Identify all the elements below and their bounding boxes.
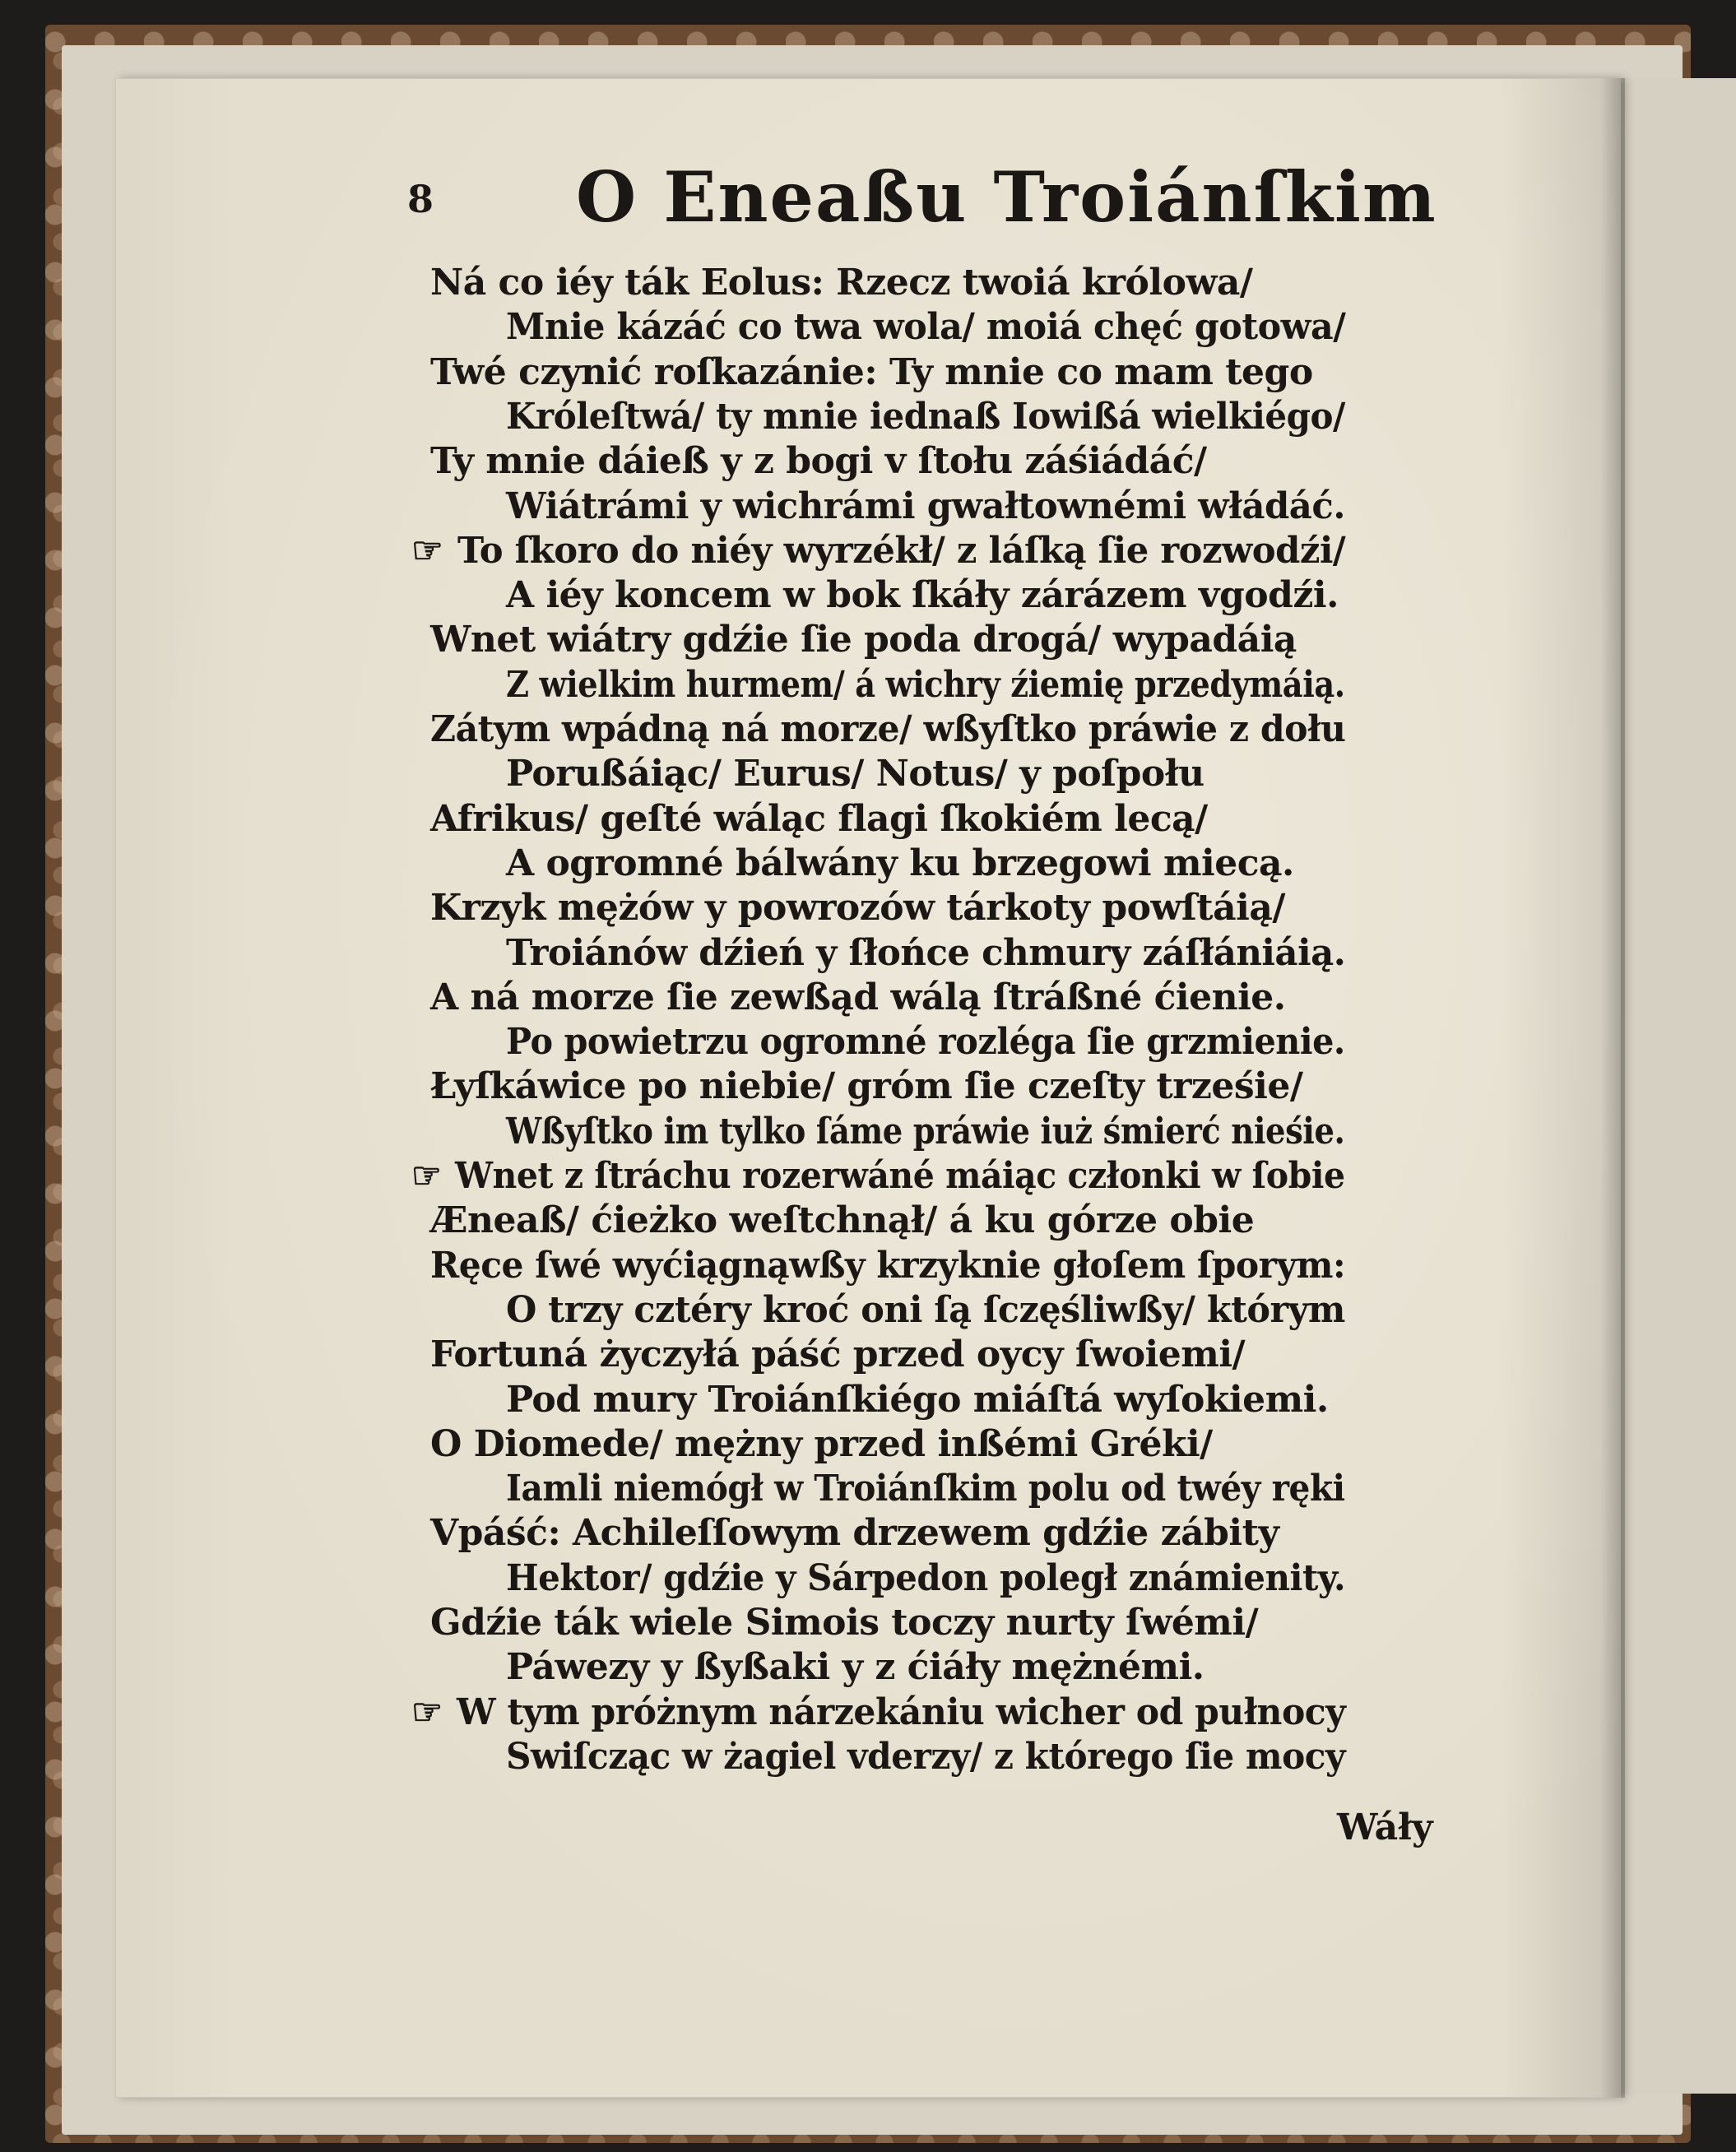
verse-line (506, 932, 1345, 974)
verse-line (506, 1557, 1345, 1599)
verse-line (506, 1379, 1329, 1421)
verse-line-text: Æneaß/ ćieżko weſtchnął/ á ku górze obie (430, 1199, 1255, 1242)
verse-line-text: Po powietrzu ogromné rozléga ſie grzmienie. (506, 1021, 1345, 1064)
verse-line (430, 976, 1286, 1018)
verse-line-text: To ſkoro do niéy wyrzékł/ z láſką ſie rozwodźi/ (457, 529, 1346, 572)
verse-line-text: Twé czynić roſkazánie: Ty mnie co mam tego (430, 350, 1313, 393)
manicule-icon: ☞ (411, 529, 443, 572)
verse-line (506, 574, 1339, 616)
verse-line-text: Pod mury Troiánſkiégo miáſtá wyſokiemi. (506, 1378, 1329, 1421)
verse-line-text: Iamli niemógł w Troiánſkim polu od twéy ręki (506, 1468, 1345, 1510)
verse-line-text: O trzy cztéry kroć oni ſą ſczęśliwßy/ którym (506, 1288, 1345, 1331)
verse-line (430, 1245, 1345, 1287)
verse-line-text: Z wielkim hurmem/ á wichry źiemię przedymáią. (506, 663, 1345, 706)
verse-line-text: Porußáiąc/ Eurus/ Notus/ y poſpołu (506, 753, 1205, 795)
verse-line-text: Wnet z ſtráchu rozerwáné máiąc członki w ſobie (455, 1155, 1345, 1197)
verse-line-text: Wiátrámi y wichrámi gwałtownémi włádáć. (506, 485, 1345, 527)
verse-line (506, 1468, 1345, 1510)
verse-line-text: A ogromné bálwány ku brzegowi miecą. (506, 842, 1294, 884)
manicule-icon: ☞ (411, 1691, 443, 1733)
verse-line-text: Ty mnie dáieß y z bogi v ſtołu záśiádáć/ (430, 440, 1207, 483)
verse-line-text: Vpáść: Achileſſowym drzewem gdźie zábity (430, 1512, 1279, 1555)
verse-line-text: Mnie kázáć co twa wola/ moiá chęć gotowa/ (506, 306, 1346, 349)
verse-line (411, 530, 1345, 572)
running-title: O Eneaßu Troiánſkim (576, 156, 1437, 238)
verse-line (430, 1602, 1258, 1644)
verse-line (430, 887, 1285, 929)
verse-line-text: Króleſtwá/ ty mnie iednaß Iowißá wielkiégo/ (506, 395, 1345, 438)
verse-line-text: W tym próżnym nárzekániu wicher od pułnocy (456, 1691, 1346, 1733)
verse-line (430, 1333, 1245, 1375)
verse-line (506, 1021, 1345, 1063)
gutter-shadow (1600, 78, 1625, 2098)
verse-line (430, 798, 1208, 840)
facing-page-edge (1613, 78, 1736, 2094)
verse-line-text: A iéy koncem w bok ſkáły zárázem vgodźi. (506, 574, 1339, 617)
catchword: Wáły (1337, 1806, 1433, 1848)
verse-line (430, 262, 1252, 304)
verse-line (506, 664, 1345, 706)
page-number: 8 (407, 177, 434, 221)
verse-line-text: Ná co iéy ták Eolus: Rzecz twoiá królowa/ (430, 262, 1253, 304)
verse-line (430, 440, 1207, 482)
verse-line (411, 1155, 1345, 1197)
verse-line (506, 306, 1345, 348)
verse-line-text: Łyſkáwice po niebie/ gróm ſie czeſty trześie/ (430, 1065, 1303, 1108)
verse-line (506, 1111, 1345, 1153)
verse-line (430, 708, 1345, 750)
verse-line (506, 396, 1345, 438)
verse-line (506, 1736, 1345, 1778)
verse-line (430, 1199, 1254, 1241)
verse-line (430, 351, 1313, 393)
verse-line-text: Hektor/ gdźie y Sárpedon poległ známienity. (506, 1556, 1346, 1599)
verse-line-text: Gdźie ták wiele Simois toczy nurty ſwémi/ (430, 1602, 1259, 1644)
verse-line (411, 1691, 1345, 1733)
manicule-icon: ☞ (411, 1155, 442, 1197)
verse-line (430, 1065, 1302, 1107)
verse-line (506, 1289, 1345, 1331)
verse-line-text: Afrikus/ geſté wáląc flagi ſkokiém lecą/ (430, 797, 1208, 840)
verse-line (506, 753, 1205, 795)
verse-line-text: Fortuná życzyłá páść przed oycy ſwoiemi/ (430, 1333, 1246, 1376)
verse-line (430, 1423, 1213, 1465)
verse-line (430, 1512, 1279, 1554)
verse-line-text: Zátym wpádną ná morze/ wßyſtko práwie z dołu (430, 708, 1346, 750)
verse-line-text: Ręce ſwé wyćiągnąwßy krzyknie głoſem ſporym: (430, 1244, 1346, 1287)
verse-line (430, 619, 1297, 661)
verse-line-text: Páwezy y ßyßaki y z ćiáły mężnémi. (506, 1646, 1205, 1689)
verse-line (506, 1646, 1205, 1688)
verse-line-text: Wnet wiátry gdźie ſie poda drogá/ wypadáią (430, 619, 1297, 661)
verse-line (506, 485, 1345, 527)
verse-line-text: Swiſcząc w żagiel vderzy/ z którego ſie mocy (506, 1735, 1346, 1778)
verse-line (506, 842, 1294, 884)
verse-line-text: O Diomede/ mężny przed inßémi Gréki/ (430, 1422, 1213, 1465)
verse-line-text: Troiánów dźień y ſłońce chmury záſłániáią. (506, 931, 1346, 974)
verse-line-text: Krzyk mężów y powrozów tárkoty powſtáią/ (430, 887, 1285, 930)
verse-line-text: A ná morze ſie zewßąd wálą ſtráßné ćienie. (430, 976, 1286, 1018)
verse-line-text: Wßyſtko im tylko ſáme práwie iuż śmierć nieśie. (506, 1110, 1345, 1153)
